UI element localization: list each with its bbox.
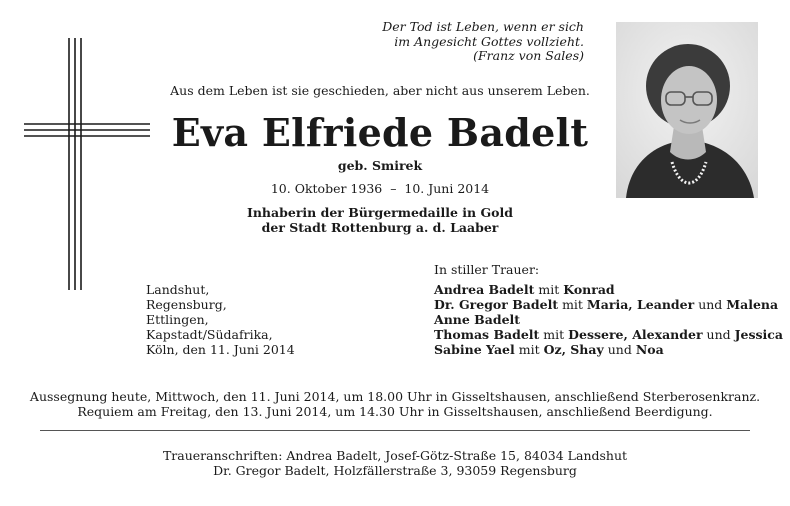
honor-line: der Stadt Rottenburg a. d. Laaber bbox=[261, 220, 499, 235]
place-line: Landshut, bbox=[146, 282, 210, 297]
service-line: Requiem am Freitag, den 13. Juni 2014, um 14.30 Uhr in Gisseltshausen, anschließend Beerdigung. bbox=[77, 404, 713, 419]
place-line: Regensburg, bbox=[146, 297, 227, 312]
motto-line: im Angesicht Gottes vollzieht. bbox=[394, 33, 584, 49]
place-line: Köln, den 11. Juni 2014 bbox=[146, 342, 295, 357]
mourner-name: Oz, Shay bbox=[543, 342, 604, 357]
portrait-photo bbox=[616, 22, 758, 198]
address-line: Dr. Gregor Badelt, Holzfällerstraße 3, 93059 Regensburg bbox=[213, 463, 577, 478]
mourner-line bbox=[434, 327, 783, 342]
motto-attribution: (Franz von Sales) bbox=[473, 48, 584, 63]
mourners-list bbox=[434, 282, 783, 357]
service-line: Aussegnung heute, Mittwoch, den 11. Juni 2014, um 18.00 Uhr in Gisseltshausen, anschließend Sterberosenkranz. bbox=[29, 389, 761, 404]
mourner-name: Konrad bbox=[563, 282, 615, 297]
cross-icon bbox=[24, 38, 150, 290]
mourner-name: Maria, Leander bbox=[586, 297, 695, 312]
address-line: Traueranschriften: Andrea Badelt, Josef-Götz-Straße 15, 84034 Landshut bbox=[162, 448, 628, 463]
portrait-illustration bbox=[616, 22, 758, 198]
mourner-line bbox=[434, 342, 783, 357]
mourner-connector: mit bbox=[514, 342, 544, 357]
life-dates: 10. Oktober 1936 – 10. Juni 2014 bbox=[270, 181, 490, 196]
mourner-name: Sabine Yael bbox=[434, 342, 515, 357]
places-list bbox=[146, 282, 295, 357]
mourner-connector: und bbox=[694, 297, 727, 312]
mourners-block bbox=[434, 262, 783, 357]
lead-sentence: Aus dem Leben ist sie geschieden, aber nicht aus unserem Leben. bbox=[170, 83, 590, 98]
motto bbox=[340, 20, 584, 64]
mourner-name: Thomas Badelt bbox=[434, 327, 540, 342]
mourner-connector: mit bbox=[534, 282, 564, 297]
mourner-line bbox=[434, 282, 783, 297]
mourner-connector: und bbox=[702, 327, 735, 342]
mourner-connector: mit bbox=[539, 327, 569, 342]
maiden-name: geb. Smirek bbox=[337, 158, 423, 173]
place-line: Kapstadt/Südafrika, bbox=[146, 327, 273, 342]
mourner-line bbox=[434, 312, 783, 327]
mourner-name: Anne Badelt bbox=[434, 312, 521, 327]
place-line: Ettlingen, bbox=[146, 312, 209, 327]
mourner-name: Andrea Badelt bbox=[434, 282, 535, 297]
mourner-connector: und bbox=[603, 342, 636, 357]
motto-line: Der Tod ist Leben, wenn er sich bbox=[382, 19, 584, 34]
honor-line: Inhaberin der Bürgermedaille in Gold bbox=[247, 205, 513, 220]
mourner-line bbox=[434, 297, 783, 312]
divider bbox=[40, 430, 750, 431]
mourner-name: Dr. Gregor Badelt bbox=[434, 297, 559, 312]
mourner-connector: mit bbox=[558, 297, 587, 312]
mourner-name: Dessere, Alexander bbox=[568, 327, 703, 342]
mourner-name: Malena bbox=[726, 297, 779, 312]
deceased-name: Eva Elfriede Badelt bbox=[171, 110, 589, 155]
mourners-heading: In stiller Trauer: bbox=[434, 262, 540, 277]
mourner-name: Jessica bbox=[734, 327, 784, 342]
mourner-name: Noa bbox=[635, 342, 664, 357]
